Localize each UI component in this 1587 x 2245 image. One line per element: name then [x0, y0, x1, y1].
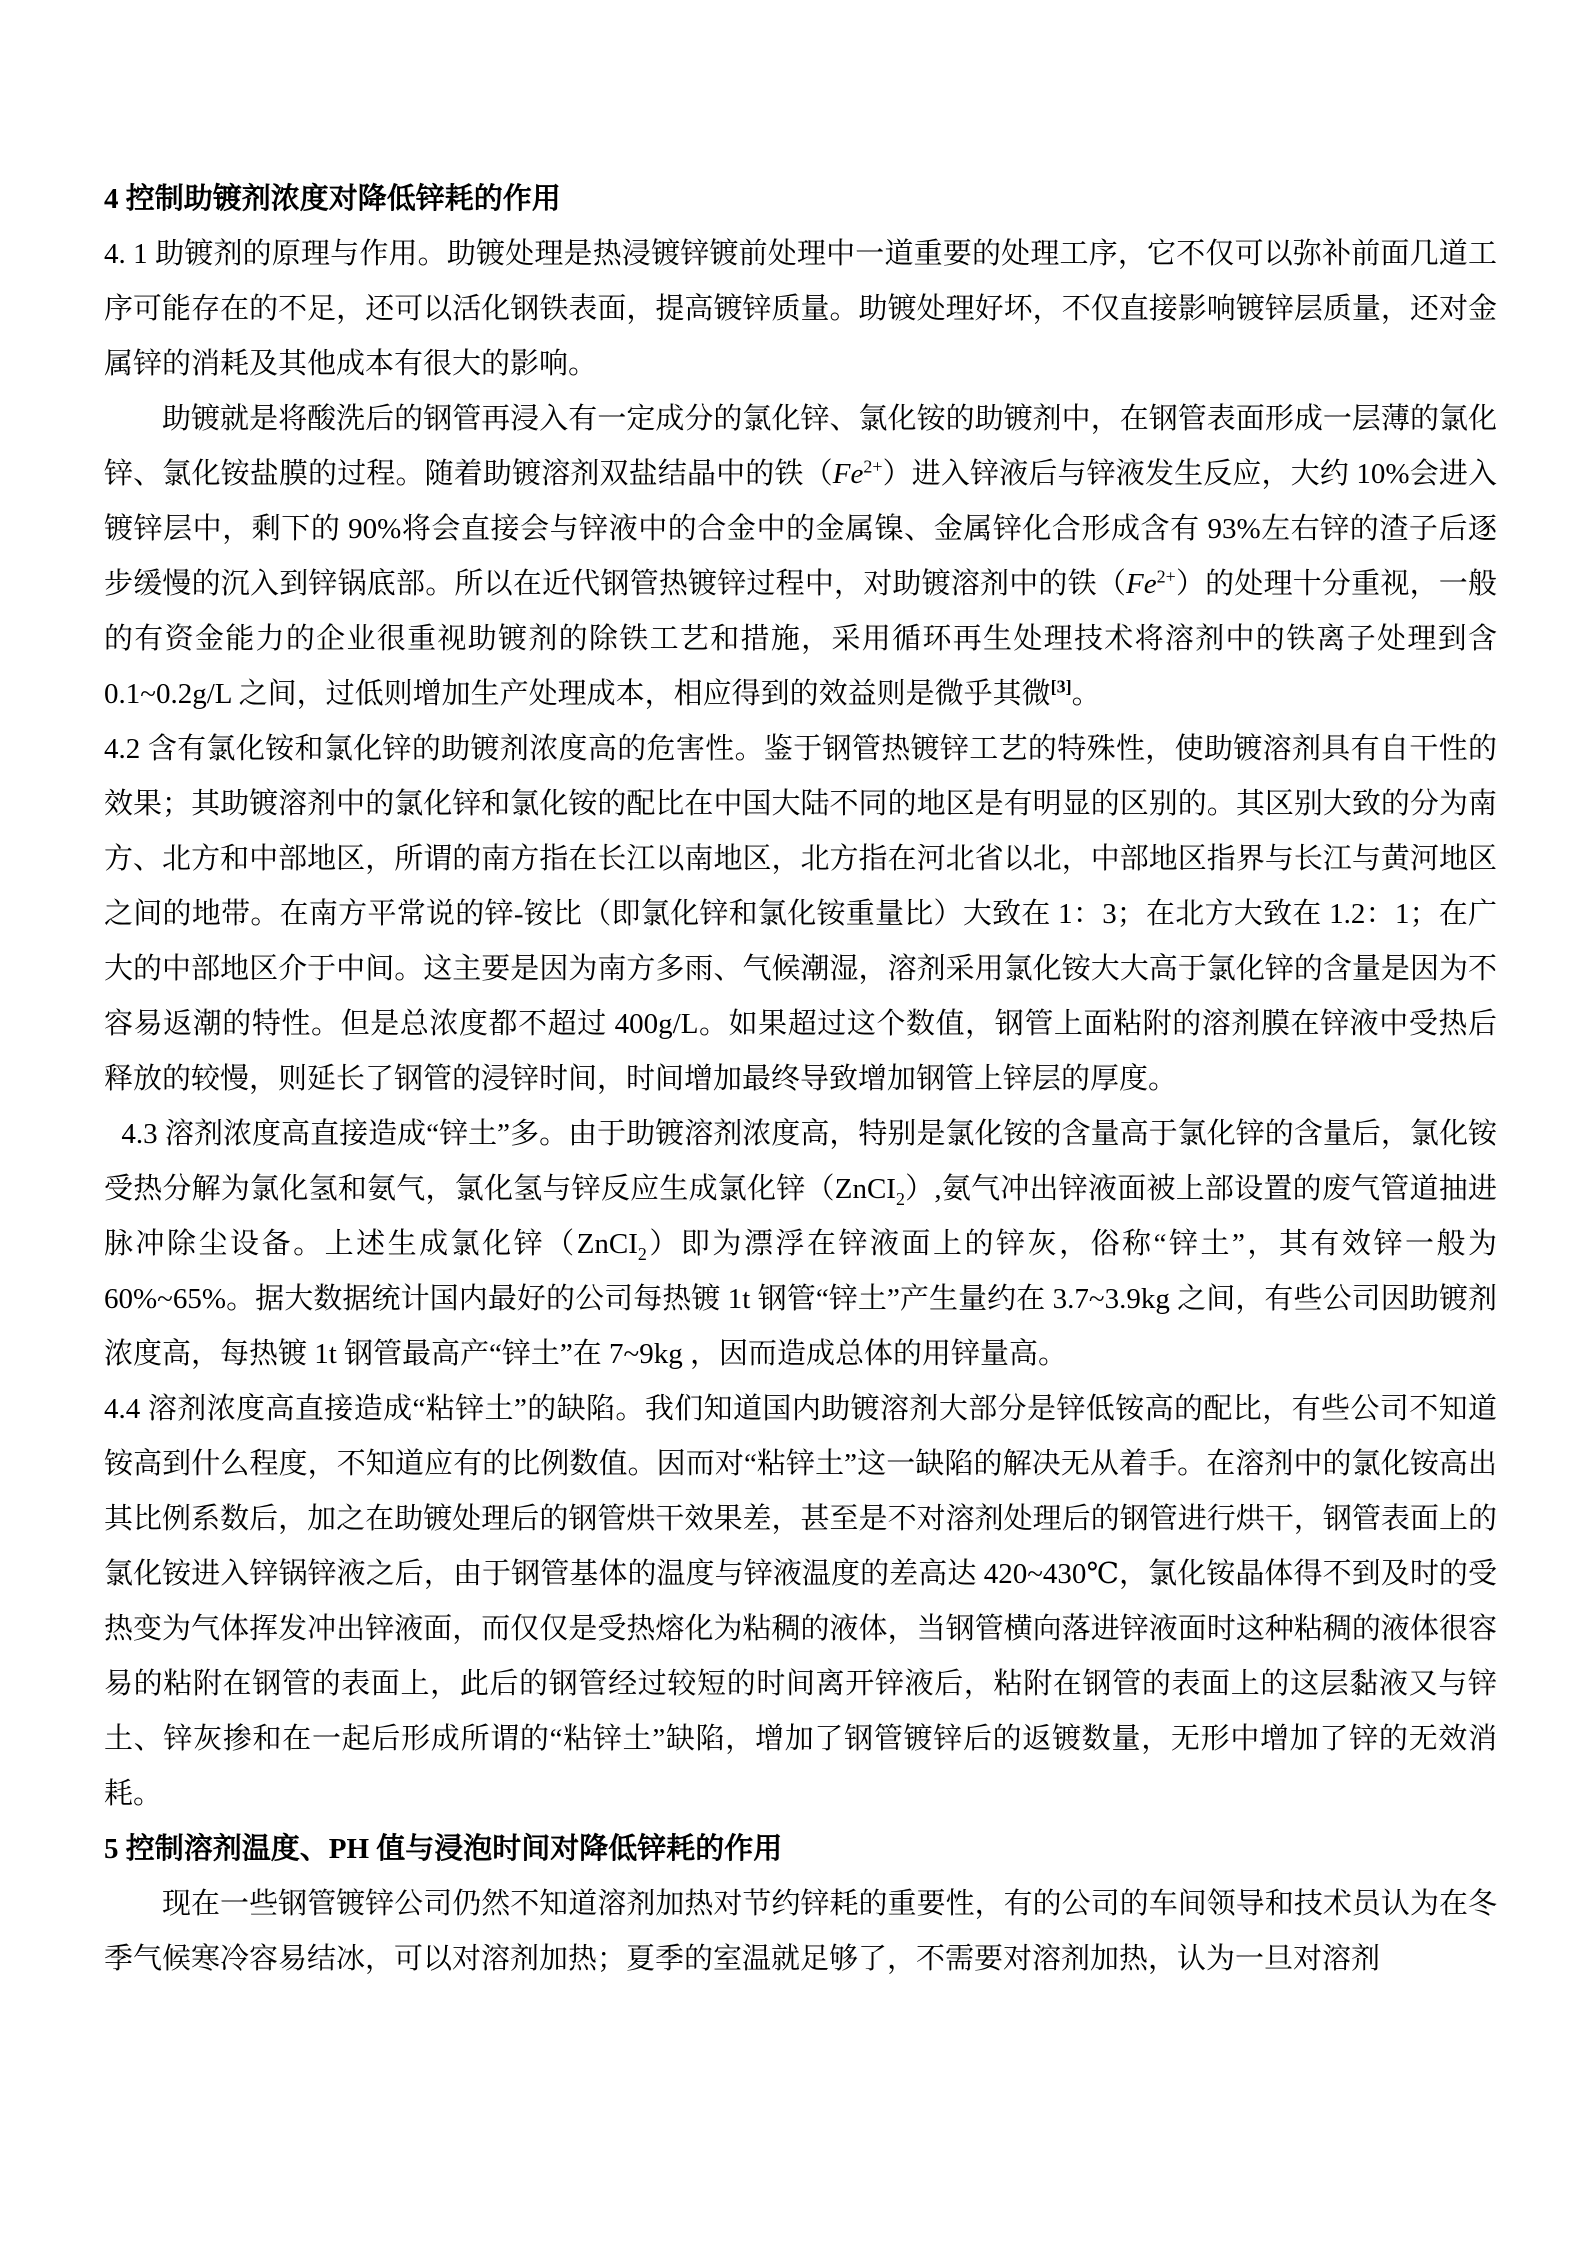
para-flux-process-text: [3]	[1050, 676, 1072, 697]
para-4-3-text: 4.3 溶剂浓度高直接造成“锌土”多。由于助镀溶剂浓度高，特别是氯化铵的含量高于氯化锌的含量后，氯化铵受热分解为氯化氢和氨气，氯化氢与锌反应生成氯化锌（ZnCI	[104, 1118, 1497, 1205]
para-flux-process-text: 。	[1071, 678, 1101, 710]
para-flux-process-text: Fe	[832, 458, 864, 490]
para-solvent-heating	[104, 1877, 1497, 1987]
para-flux-process-text: Fe	[1126, 568, 1157, 600]
para-4-3-text: 2	[895, 1188, 905, 1209]
para-4-3-text: ）即为漂浮在锌液面上的锌灰，俗称“锌土”，其有效锌一般为 60%~65%。据大数据统计国内最好的公司每热镀 1t 钢管“锌土”产生量约在 3.7~3.9kg 之间，有些公司因助镀剂浓度高，每热镀 1t 钢管最高产“锌土”在 7~9kg ，因而造成总体的用锌量高。	[104, 1228, 1497, 1370]
heading-section-4	[104, 172, 1497, 227]
para-flux-process	[104, 392, 1497, 722]
para-flux-process-text: 2+	[863, 456, 883, 477]
para-solvent-heating-text: 现在一些钢管镀锌公司仍然不知道溶剂加热对节约锌耗的重要性，有的公司的车间领导和技术员认为在冬季气候寒冷容易结冰，可以对溶剂加热；夏季的室温就足够了，不需要对溶剂加热，认为一旦对溶剂	[104, 1888, 1497, 1975]
para-flux-process-text: 2+	[1156, 566, 1176, 587]
para-4-3	[104, 1107, 1497, 1382]
document-body	[104, 172, 1497, 1987]
para-4-3-text: 2	[637, 1243, 647, 1264]
para-4-4	[104, 1382, 1497, 1822]
heading-section-5	[104, 1822, 1497, 1877]
para-flux-process-text: ）的处理十分重视，一般的有资金能力的企业很重视助镀剂的除铁工艺和措施，采用循环再生处理技术将溶剂中的铁离子处理到含 0.1~0.2g/L 之间，过低则增加生产处理成本，相应得到的效益则是微乎其微	[104, 568, 1497, 710]
heading-section-4-text: 4 控制助镀剂浓度对降低锌耗的作用	[104, 183, 561, 215]
para-4-2-text: 4.2 含有氯化铵和氯化锌的助镀剂浓度高的危害性。鉴于钢管热镀锌工艺的特殊性，使助镀溶剂具有自干性的效果；其助镀溶剂中的氯化锌和氯化铵的配比在中国大陆不同的地区是有明显的区别的。其区别大致的分为南方、北方和中部地区，所谓的南方指在长江以南地区，北方指在河北省以北，中部地区指界与长江与黄河地区之间的地带。在南方平常说的锌-铵比（即氯化锌和氯化铵重量比）大致在 1：3；在北方大致在 1.2：1；在广大的中部地区介于中间。这主要是因为南方多雨、气候潮湿，溶剂采用氯化铵大大高于氯化锌的含量是因为不容易返潮的特性。但是总浓度都不超过 400g/L。如果超过这个数值，钢管上面粘附的溶剂膜在锌液中受热后释放的较慢，则延长了钢管的浸锌时间，时间增加最终导致增加钢管上锌层的厚度。	[104, 733, 1497, 1095]
para-4-1-text: 4. 1 助镀剂的原理与作用。助镀处理是热浸镀锌镀前处理中一道重要的处理工序，它不仅可以弥补前面几道工序可能存在的不足，还可以活化钢铁表面，提高镀锌质量。助镀处理好坏，不仅直接影响镀锌层质量，还对金属锌的消耗及其他成本有很大的影响。	[104, 238, 1497, 380]
para-flux-process-text: ）进入锌液后与锌液发生反应，大约 10%会进入镀锌层中，剩下的 90%将会直接会与锌液中的合金中的金属镍、金属锌化合形成含有 93%左右锌的渣子后逐步缓慢的沉入到锌锅底部。所以在近代钢管热镀锌过程中，对助镀溶剂中的铁（	[104, 458, 1497, 600]
para-flux-process-text: 助镀就是将酸洗后的钢管再浸入有一定成分的氯化锌、氯化铵的助镀剂中，在钢管表面形成一层薄的氯化锌、氯化铵盐膜的过程。随着助镀溶剂双盐结晶中的铁（	[104, 403, 1497, 490]
para-4-1	[104, 227, 1497, 392]
para-4-2	[104, 722, 1497, 1107]
para-4-4-text: 4.4 溶剂浓度高直接造成“粘锌土”的缺陷。我们知道国内助镀溶剂大部分是锌低铵高的配比，有些公司不知道铵高到什么程度，不知道应有的比例数值。因而对“粘锌土”这一缺陷的解决无从着手。在溶剂中的氯化铵高出其比例系数后，加之在助镀处理后的钢管烘干效果差，甚至是不对溶剂处理后的钢管进行烘干，钢管表面上的氯化铵进入锌锅锌液之后，由于钢管基体的温度与锌液温度的差高达 420~430℃，氯化铵晶体得不到及时的受热变为气体挥发冲出锌液面，而仅仅是受热熔化为粘稠的液体，当钢管横向落进锌液面时这种粘稠的液体很容易的粘附在钢管的表面上，此后的钢管经过较短的时间离开锌液后，粘附在钢管的表面上的这层黏液又与锌土、锌灰掺和在一起后形成所谓的“粘锌土”缺陷，增加了钢管镀锌后的返镀数量，无形中增加了锌的无效消耗。	[104, 1393, 1497, 1810]
heading-section-5-text: 5 控制溶剂温度、PH 值与浸泡时间对降低锌耗的作用	[104, 1833, 783, 1865]
para-4-3-text: ）,氨气冲出锌液面被上部设置的废气管道抽进脉冲除尘设备。上述生成氯化锌（ZnCI	[104, 1173, 1497, 1260]
